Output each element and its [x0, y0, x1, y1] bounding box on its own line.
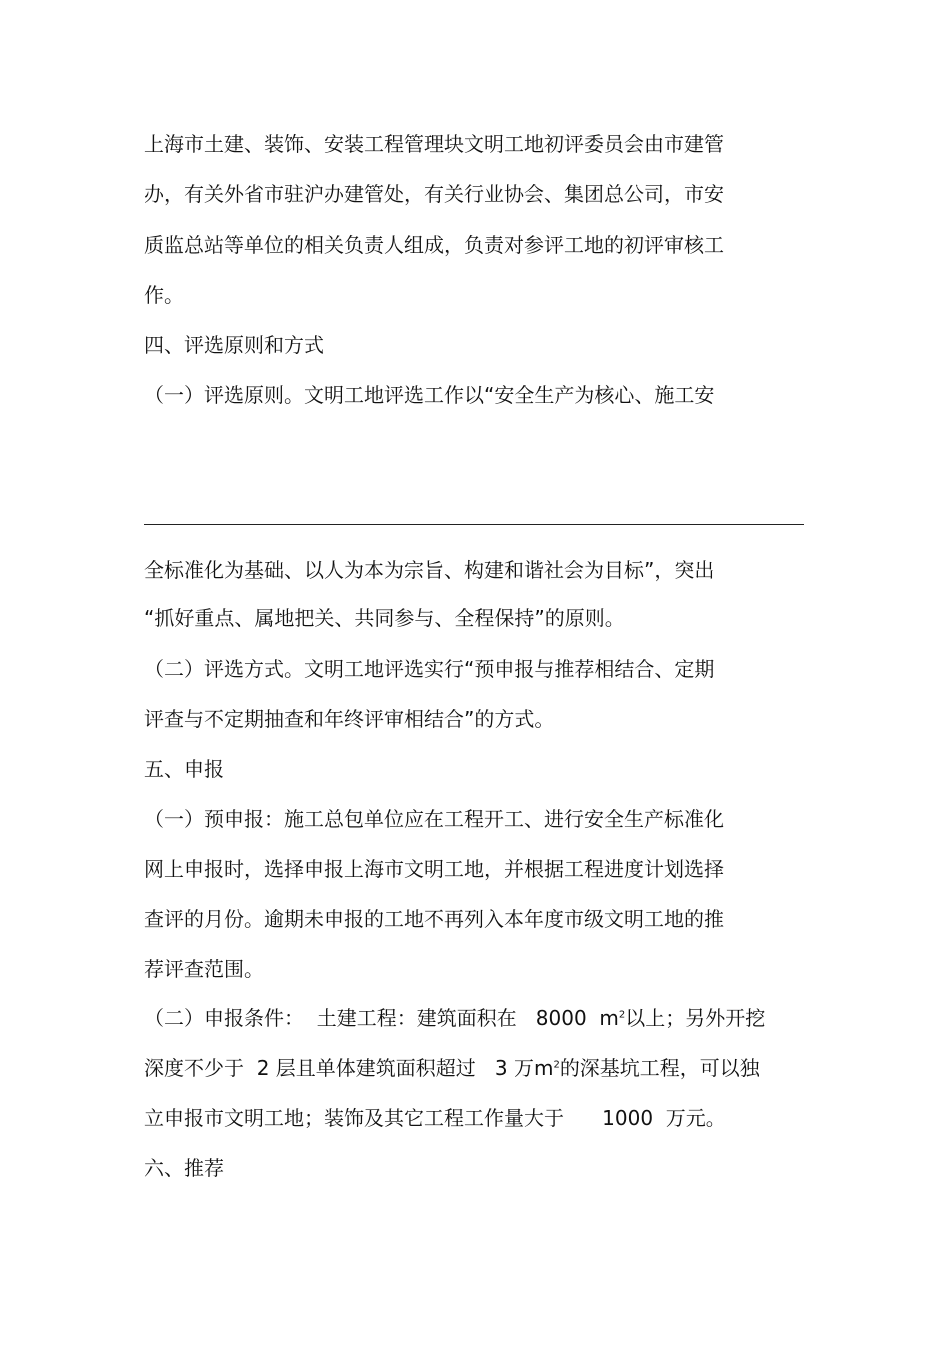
paragraph-line: 上海市土建、装饰、安装工程管理块文明工地初评委员会由市建管 — [144, 132, 724, 156]
paragraph-line: 查评的月份。逾期未申报的工地不再列入本年度市级文明工地的推 — [144, 907, 724, 931]
condition-text: 深度不少于 2 层且单体建筑面积超过 3 万m — [144, 1056, 554, 1080]
paragraph-line: （二）评选方式。文明工地评选实行“预申报与推荐相结合、定期 — [144, 657, 715, 681]
section-heading-4: 四、评选原则和方式 — [144, 333, 324, 357]
paragraph-line: （一）评选原则。文明工地评选工作以“安全生产为核心、施工安 — [144, 383, 715, 407]
condition-text: 以上；另外开挖 — [625, 1006, 766, 1030]
condition-line — [144, 1055, 760, 1081]
page-break-divider — [144, 524, 804, 525]
condition-line: 立申报市文明工地；装饰及其它工程工作量大于 1000 万元。 — [144, 1106, 726, 1130]
section-heading-6: 六、推荐 — [144, 1156, 224, 1180]
paragraph-line: 作。 — [144, 283, 184, 307]
paragraph-line: （一）预申报：施工总包单位应在工程开工、进行安全生产标准化 — [144, 807, 724, 831]
paragraph-line: 全标准化为基础、以人为本为宗旨、构建和谐社会为目标”，突出 — [144, 558, 715, 582]
condition-text: 的深基坑工程，可以独 — [559, 1056, 760, 1080]
paragraph-line: 质监总站等单位的相关负责人组成，负责对参评工地的初评审核工 — [144, 233, 724, 257]
paragraph-line: 办，有关外省市驻沪办建管处，有关行业协会、集团总公司，市安 — [144, 182, 724, 206]
superscript: 2 — [553, 1059, 560, 1071]
paragraph-line: 评查与不定期抽查和年终评审相结合”的方式。 — [144, 707, 555, 731]
section-heading-5: 五、申报 — [144, 757, 224, 781]
paragraph-line: 荐评查范围。 — [144, 957, 264, 981]
condition-text: （二）申报条件： 土建工程：建筑面积在 8000 m — [144, 1006, 619, 1030]
superscript: 2 — [618, 1009, 626, 1021]
condition-line — [144, 1005, 765, 1031]
paragraph-line: “抓好重点、属地把关、共同参与、全程保持”的原则。 — [144, 606, 625, 630]
paragraph-line: 网上申报时，选择申报上海市文明工地，并根据工程进度计划选择 — [144, 857, 724, 881]
